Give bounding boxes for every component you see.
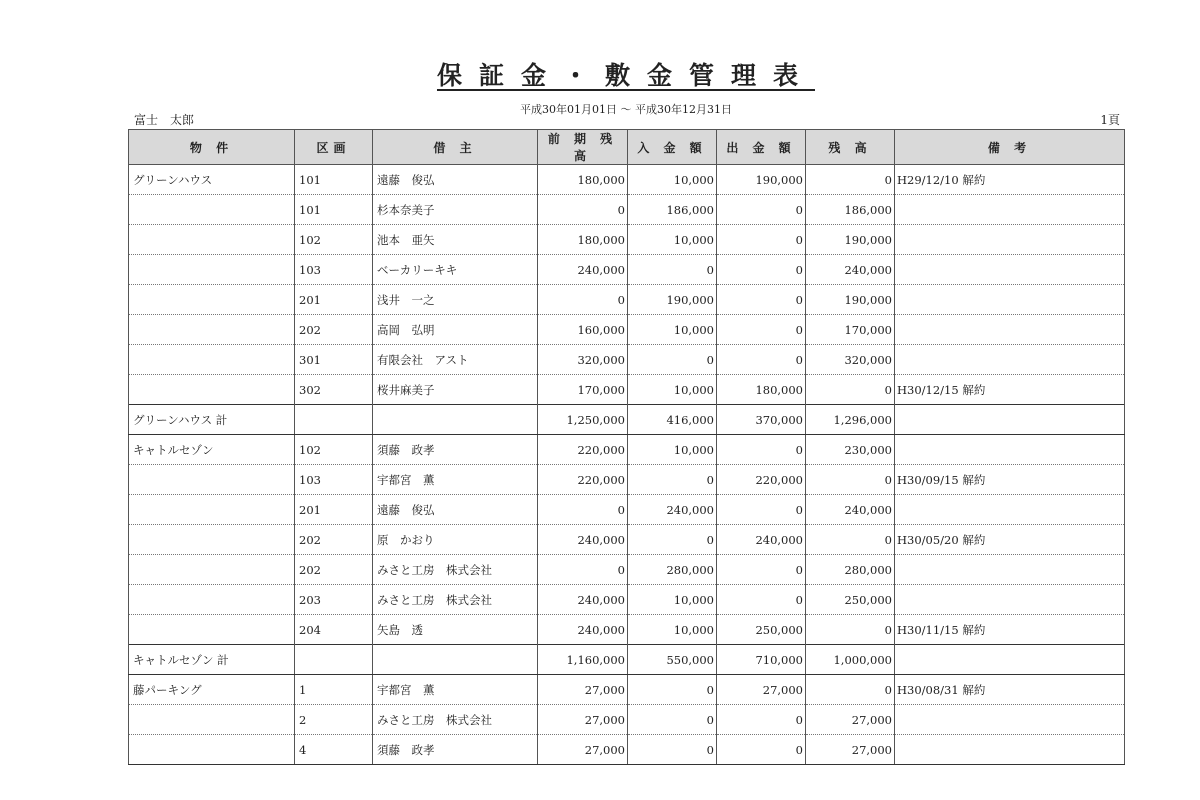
unit-cell: 201 bbox=[295, 495, 373, 525]
unit-cell: 1 bbox=[295, 675, 373, 705]
tenant-cell bbox=[373, 645, 538, 675]
deposit-in-cell: 10,000 bbox=[628, 315, 717, 345]
deposit-in-cell: 240,000 bbox=[628, 495, 717, 525]
deposit-out-cell: 220,000 bbox=[717, 465, 806, 495]
deposit-out-cell: 250,000 bbox=[717, 615, 806, 645]
deposit-out-cell: 0 bbox=[717, 285, 806, 315]
balance-cell: 190,000 bbox=[806, 225, 895, 255]
remarks-cell bbox=[895, 495, 1125, 525]
deposit-out-cell: 0 bbox=[717, 315, 806, 345]
deposit-in-cell: 10,000 bbox=[628, 375, 717, 405]
unit-cell: 201 bbox=[295, 285, 373, 315]
tenant-cell: 遠藤 俊弘 bbox=[373, 495, 538, 525]
header-previous-balance: 前 期 残 高 bbox=[538, 130, 628, 165]
unit-cell: 202 bbox=[295, 525, 373, 555]
deposit-out-cell: 0 bbox=[717, 345, 806, 375]
property-cell bbox=[129, 465, 295, 495]
tenant-cell: みさと工房 株式会社 bbox=[373, 705, 538, 735]
deposit-out-cell: 0 bbox=[717, 255, 806, 285]
deposit-in-cell: 190,000 bbox=[628, 285, 717, 315]
previous-balance-cell: 240,000 bbox=[538, 525, 628, 555]
balance-cell: 240,000 bbox=[806, 495, 895, 525]
header-property: 物 件 bbox=[129, 130, 295, 165]
table-row bbox=[129, 675, 1125, 705]
remarks-cell bbox=[895, 645, 1125, 675]
remarks-cell bbox=[895, 195, 1125, 225]
balance-cell: 0 bbox=[806, 675, 895, 705]
previous-balance-cell: 27,000 bbox=[538, 705, 628, 735]
header-unit: 区画 bbox=[295, 130, 373, 165]
previous-balance-cell: 0 bbox=[538, 195, 628, 225]
tenant-cell: 桜井麻美子 bbox=[373, 375, 538, 405]
remarks-cell bbox=[895, 255, 1125, 285]
tenant-cell: 池本 亜矢 bbox=[373, 225, 538, 255]
table-row bbox=[129, 735, 1125, 765]
property-cell: キャトルセゾン 計 bbox=[129, 645, 295, 675]
previous-balance-cell: 0 bbox=[538, 555, 628, 585]
tenant-cell: 浅井 一之 bbox=[373, 285, 538, 315]
table-row bbox=[129, 615, 1125, 645]
tenant-cell: 有限会社 アスト bbox=[373, 345, 538, 375]
deposit-out-cell: 180,000 bbox=[717, 375, 806, 405]
previous-balance-cell: 180,000 bbox=[538, 225, 628, 255]
tenant-cell: 遠藤 俊弘 bbox=[373, 165, 538, 195]
remarks-cell: H30/12/15 解約 bbox=[895, 375, 1125, 405]
deposit-in-cell: 0 bbox=[628, 345, 717, 375]
previous-balance-cell: 180,000 bbox=[538, 165, 628, 195]
tenant-cell: 宇都宮 薫 bbox=[373, 675, 538, 705]
previous-balance-cell: 240,000 bbox=[538, 255, 628, 285]
property-cell: グリーンハウス 計 bbox=[129, 405, 295, 435]
header-tenant: 借 主 bbox=[373, 130, 538, 165]
tenant-cell: 須藤 政孝 bbox=[373, 435, 538, 465]
deposit-in-cell: 10,000 bbox=[628, 615, 717, 645]
deposit-out-cell: 190,000 bbox=[717, 165, 806, 195]
remarks-cell bbox=[895, 285, 1125, 315]
remarks-cell bbox=[895, 435, 1125, 465]
remarks-cell bbox=[895, 555, 1125, 585]
previous-balance-cell: 0 bbox=[538, 285, 628, 315]
deposit-in-cell: 10,000 bbox=[628, 435, 717, 465]
table-row bbox=[129, 495, 1125, 525]
property-cell bbox=[129, 495, 295, 525]
table-row bbox=[129, 585, 1125, 615]
unit-cell bbox=[295, 645, 373, 675]
unit-cell: 103 bbox=[295, 255, 373, 285]
deposit-in-cell: 10,000 bbox=[628, 225, 717, 255]
deposit-in-cell: 10,000 bbox=[628, 165, 717, 195]
table-row bbox=[129, 255, 1125, 285]
previous-balance-cell: 320,000 bbox=[538, 345, 628, 375]
unit-cell: 202 bbox=[295, 315, 373, 345]
deposit-out-cell: 0 bbox=[717, 195, 806, 225]
balance-cell: 0 bbox=[806, 465, 895, 495]
table-row bbox=[129, 285, 1125, 315]
deposit-out-cell: 710,000 bbox=[717, 645, 806, 675]
report-title: 保証金・敷金管理表 bbox=[436, 61, 815, 90]
balance-cell: 0 bbox=[806, 615, 895, 645]
unit-cell: 101 bbox=[295, 165, 373, 195]
table-row bbox=[129, 195, 1125, 225]
property-cell: グリーンハウス bbox=[129, 165, 295, 195]
remarks-cell bbox=[895, 405, 1125, 435]
balance-cell: 1,000,000 bbox=[806, 645, 895, 675]
balance-cell: 0 bbox=[806, 525, 895, 555]
remarks-cell: H30/08/31 解約 bbox=[895, 675, 1125, 705]
deposit-out-cell: 27,000 bbox=[717, 675, 806, 705]
unit-cell: 203 bbox=[295, 585, 373, 615]
balance-cell: 230,000 bbox=[806, 435, 895, 465]
tenant-cell: 宇都宮 薫 bbox=[373, 465, 538, 495]
ledger-body bbox=[129, 165, 1125, 765]
property-cell bbox=[129, 345, 295, 375]
remarks-cell bbox=[895, 585, 1125, 615]
balance-cell: 27,000 bbox=[806, 705, 895, 735]
subtotal-row bbox=[129, 645, 1125, 675]
balance-cell: 186,000 bbox=[806, 195, 895, 225]
balance-cell: 0 bbox=[806, 165, 895, 195]
deposit-out-cell: 0 bbox=[717, 555, 806, 585]
balance-cell: 280,000 bbox=[806, 555, 895, 585]
property-cell bbox=[129, 285, 295, 315]
deposit-out-cell: 0 bbox=[717, 705, 806, 735]
unit-cell: 301 bbox=[295, 345, 373, 375]
header-remarks: 備 考 bbox=[895, 130, 1125, 165]
previous-balance-cell: 240,000 bbox=[538, 585, 628, 615]
header-deposit-in: 入 金 額 bbox=[628, 130, 717, 165]
deposit-ledger-table bbox=[128, 129, 1125, 765]
previous-balance-cell: 160,000 bbox=[538, 315, 628, 345]
deposit-out-cell: 0 bbox=[717, 735, 806, 765]
previous-balance-cell: 240,000 bbox=[538, 615, 628, 645]
deposit-in-cell: 0 bbox=[628, 705, 717, 735]
deposit-in-cell: 0 bbox=[628, 465, 717, 495]
tenant-cell: 原 かおり bbox=[373, 525, 538, 555]
balance-cell: 240,000 bbox=[806, 255, 895, 285]
table-row bbox=[129, 375, 1125, 405]
unit-cell: 102 bbox=[295, 435, 373, 465]
table-row bbox=[129, 165, 1125, 195]
previous-balance-cell: 27,000 bbox=[538, 675, 628, 705]
unit-cell: 2 bbox=[295, 705, 373, 735]
header-deposit-out: 出 金 額 bbox=[717, 130, 806, 165]
report-period: 平成30年01月01日 〜 平成30年12月31日 bbox=[520, 103, 732, 116]
table-row bbox=[129, 315, 1125, 345]
tenant-cell: 杉本奈美子 bbox=[373, 195, 538, 225]
owner-name: 富士 太郎 bbox=[134, 113, 195, 127]
property-cell bbox=[129, 525, 295, 555]
remarks-cell bbox=[895, 735, 1125, 765]
deposit-out-cell: 0 bbox=[717, 225, 806, 255]
tenant-cell: 須藤 政孝 bbox=[373, 735, 538, 765]
previous-balance-cell: 27,000 bbox=[538, 735, 628, 765]
unit-cell: 101 bbox=[295, 195, 373, 225]
remarks-cell: H30/11/15 解約 bbox=[895, 615, 1125, 645]
unit-cell: 204 bbox=[295, 615, 373, 645]
previous-balance-cell: 170,000 bbox=[538, 375, 628, 405]
property-cell bbox=[129, 255, 295, 285]
remarks-cell: H30/09/15 解約 bbox=[895, 465, 1125, 495]
deposit-out-cell: 0 bbox=[717, 495, 806, 525]
previous-balance-cell: 1,160,000 bbox=[538, 645, 628, 675]
remarks-cell: H30/05/20 解約 bbox=[895, 525, 1125, 555]
table-row bbox=[129, 435, 1125, 465]
deposit-in-cell: 0 bbox=[628, 735, 717, 765]
unit-cell: 302 bbox=[295, 375, 373, 405]
previous-balance-cell: 220,000 bbox=[538, 465, 628, 495]
remarks-cell bbox=[895, 315, 1125, 345]
header-row bbox=[129, 130, 1125, 165]
balance-cell: 27,000 bbox=[806, 735, 895, 765]
deposit-out-cell: 0 bbox=[717, 435, 806, 465]
tenant-cell: みさと工房 株式会社 bbox=[373, 585, 538, 615]
unit-cell: 102 bbox=[295, 225, 373, 255]
tenant-cell: 矢島 透 bbox=[373, 615, 538, 645]
property-cell bbox=[129, 705, 295, 735]
balance-cell: 250,000 bbox=[806, 585, 895, 615]
remarks-cell bbox=[895, 705, 1125, 735]
previous-balance-cell: 220,000 bbox=[538, 435, 628, 465]
deposit-out-cell: 370,000 bbox=[717, 405, 806, 435]
property-cell bbox=[129, 225, 295, 255]
deposit-out-cell: 240,000 bbox=[717, 525, 806, 555]
tenant-cell: 高岡 弘明 bbox=[373, 315, 538, 345]
unit-cell bbox=[295, 405, 373, 435]
deposit-in-cell: 10,000 bbox=[628, 585, 717, 615]
unit-cell: 4 bbox=[295, 735, 373, 765]
tenant-cell bbox=[373, 405, 538, 435]
deposit-in-cell: 416,000 bbox=[628, 405, 717, 435]
previous-balance-cell: 1,250,000 bbox=[538, 405, 628, 435]
table-row bbox=[129, 225, 1125, 255]
deposit-in-cell: 280,000 bbox=[628, 555, 717, 585]
remarks-cell: H29/12/10 解約 bbox=[895, 165, 1125, 195]
property-cell bbox=[129, 585, 295, 615]
property-cell bbox=[129, 735, 295, 765]
deposit-in-cell: 550,000 bbox=[628, 645, 717, 675]
remarks-cell bbox=[895, 345, 1125, 375]
table-row bbox=[129, 555, 1125, 585]
table-row bbox=[129, 465, 1125, 495]
property-cell bbox=[129, 615, 295, 645]
unit-cell: 202 bbox=[295, 555, 373, 585]
property-cell bbox=[129, 315, 295, 345]
subtotal-row bbox=[129, 405, 1125, 435]
deposit-in-cell: 0 bbox=[628, 525, 717, 555]
balance-cell: 320,000 bbox=[806, 345, 895, 375]
deposit-in-cell: 0 bbox=[628, 255, 717, 285]
balance-cell: 1,296,000 bbox=[806, 405, 895, 435]
table-row bbox=[129, 345, 1125, 375]
remarks-cell bbox=[895, 225, 1125, 255]
deposit-out-cell: 0 bbox=[717, 585, 806, 615]
tenant-cell: みさと工房 株式会社 bbox=[373, 555, 538, 585]
previous-balance-cell: 0 bbox=[538, 495, 628, 525]
tenant-cell: ベーカリーキキ bbox=[373, 255, 538, 285]
property-cell: 藤パーキング bbox=[129, 675, 295, 705]
deposit-in-cell: 186,000 bbox=[628, 195, 717, 225]
balance-cell: 0 bbox=[806, 375, 895, 405]
page-number: 1頁 bbox=[1100, 113, 1120, 127]
table-row bbox=[129, 525, 1125, 555]
balance-cell: 170,000 bbox=[806, 315, 895, 345]
property-cell bbox=[129, 195, 295, 225]
deposit-in-cell: 0 bbox=[628, 675, 717, 705]
property-cell: キャトルセゾン bbox=[129, 435, 295, 465]
property-cell bbox=[129, 555, 295, 585]
balance-cell: 190,000 bbox=[806, 285, 895, 315]
table-row bbox=[129, 705, 1125, 735]
unit-cell: 103 bbox=[295, 465, 373, 495]
header-balance: 残 高 bbox=[806, 130, 895, 165]
property-cell bbox=[129, 375, 295, 405]
